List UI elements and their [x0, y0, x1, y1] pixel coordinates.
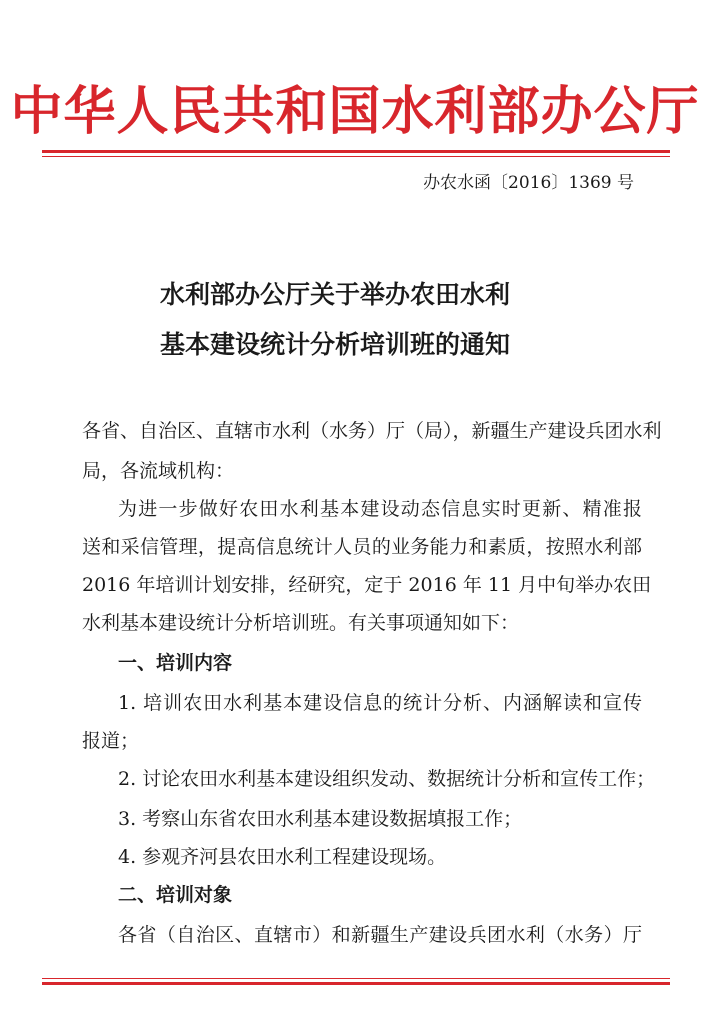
- section-2-heading: 二、培训对象: [118, 884, 233, 906]
- document-title-line-1: 水利部办公厅关于举办农田水利: [160, 280, 511, 309]
- addressee-line-1: 各省、自治区、直辖市水利（水务）厅（局），新疆生产建设兵团水利: [82, 420, 662, 442]
- intro-line-2: 送和采信管理，提高信息统计人员的业务能力和素质，按照水利部: [82, 536, 642, 558]
- intro-line-4: 水利基本建设统计分析培训班。有关事项通知如下：: [82, 612, 520, 634]
- letterhead-organization: 中华人民共和国水利部办公厅: [10, 81, 700, 142]
- section-1-item-4: 4. 参观齐河县农田水利工程建设现场。: [118, 846, 447, 868]
- intro-line-1: 为进一步做好农田水利基本建设动态信息实时更新、精准报: [118, 498, 642, 520]
- section-1-heading: 一、培训内容: [118, 652, 233, 674]
- addressee-line-2: 局，各流域机构：: [82, 460, 235, 482]
- section-2-line-1: 各省（自治区、直辖市）和新疆生产建设兵团水利（水务）厅: [118, 924, 642, 946]
- section-1-item-1-line-2: 报道；: [82, 730, 140, 752]
- footer-rule-thick: [42, 982, 670, 985]
- letterhead-rule-thick: [42, 150, 670, 153]
- footer-rule-thin: [42, 978, 670, 979]
- letterhead-rule-thin: [42, 156, 670, 157]
- intro-line-3: 2016 年培训计划安排，经研究，定于 2016 年 11 月中旬举办农田: [82, 574, 652, 596]
- section-1-item-2: 2. 讨论农田水利基本建设组织发动、数据统计分析和宣传工作；: [118, 768, 656, 790]
- document-title-line-2: 基本建设统计分析培训班的通知: [160, 330, 511, 359]
- section-1-item-3: 3. 考察山东省农田水利基本建设数据填报工作；: [118, 808, 523, 830]
- document-number: 办农水函〔2016〕1369 号: [423, 173, 634, 193]
- section-1-item-1-line-1: 1. 培训农田水利基本建设信息的统计分析、内涵解读和宣传: [118, 692, 642, 714]
